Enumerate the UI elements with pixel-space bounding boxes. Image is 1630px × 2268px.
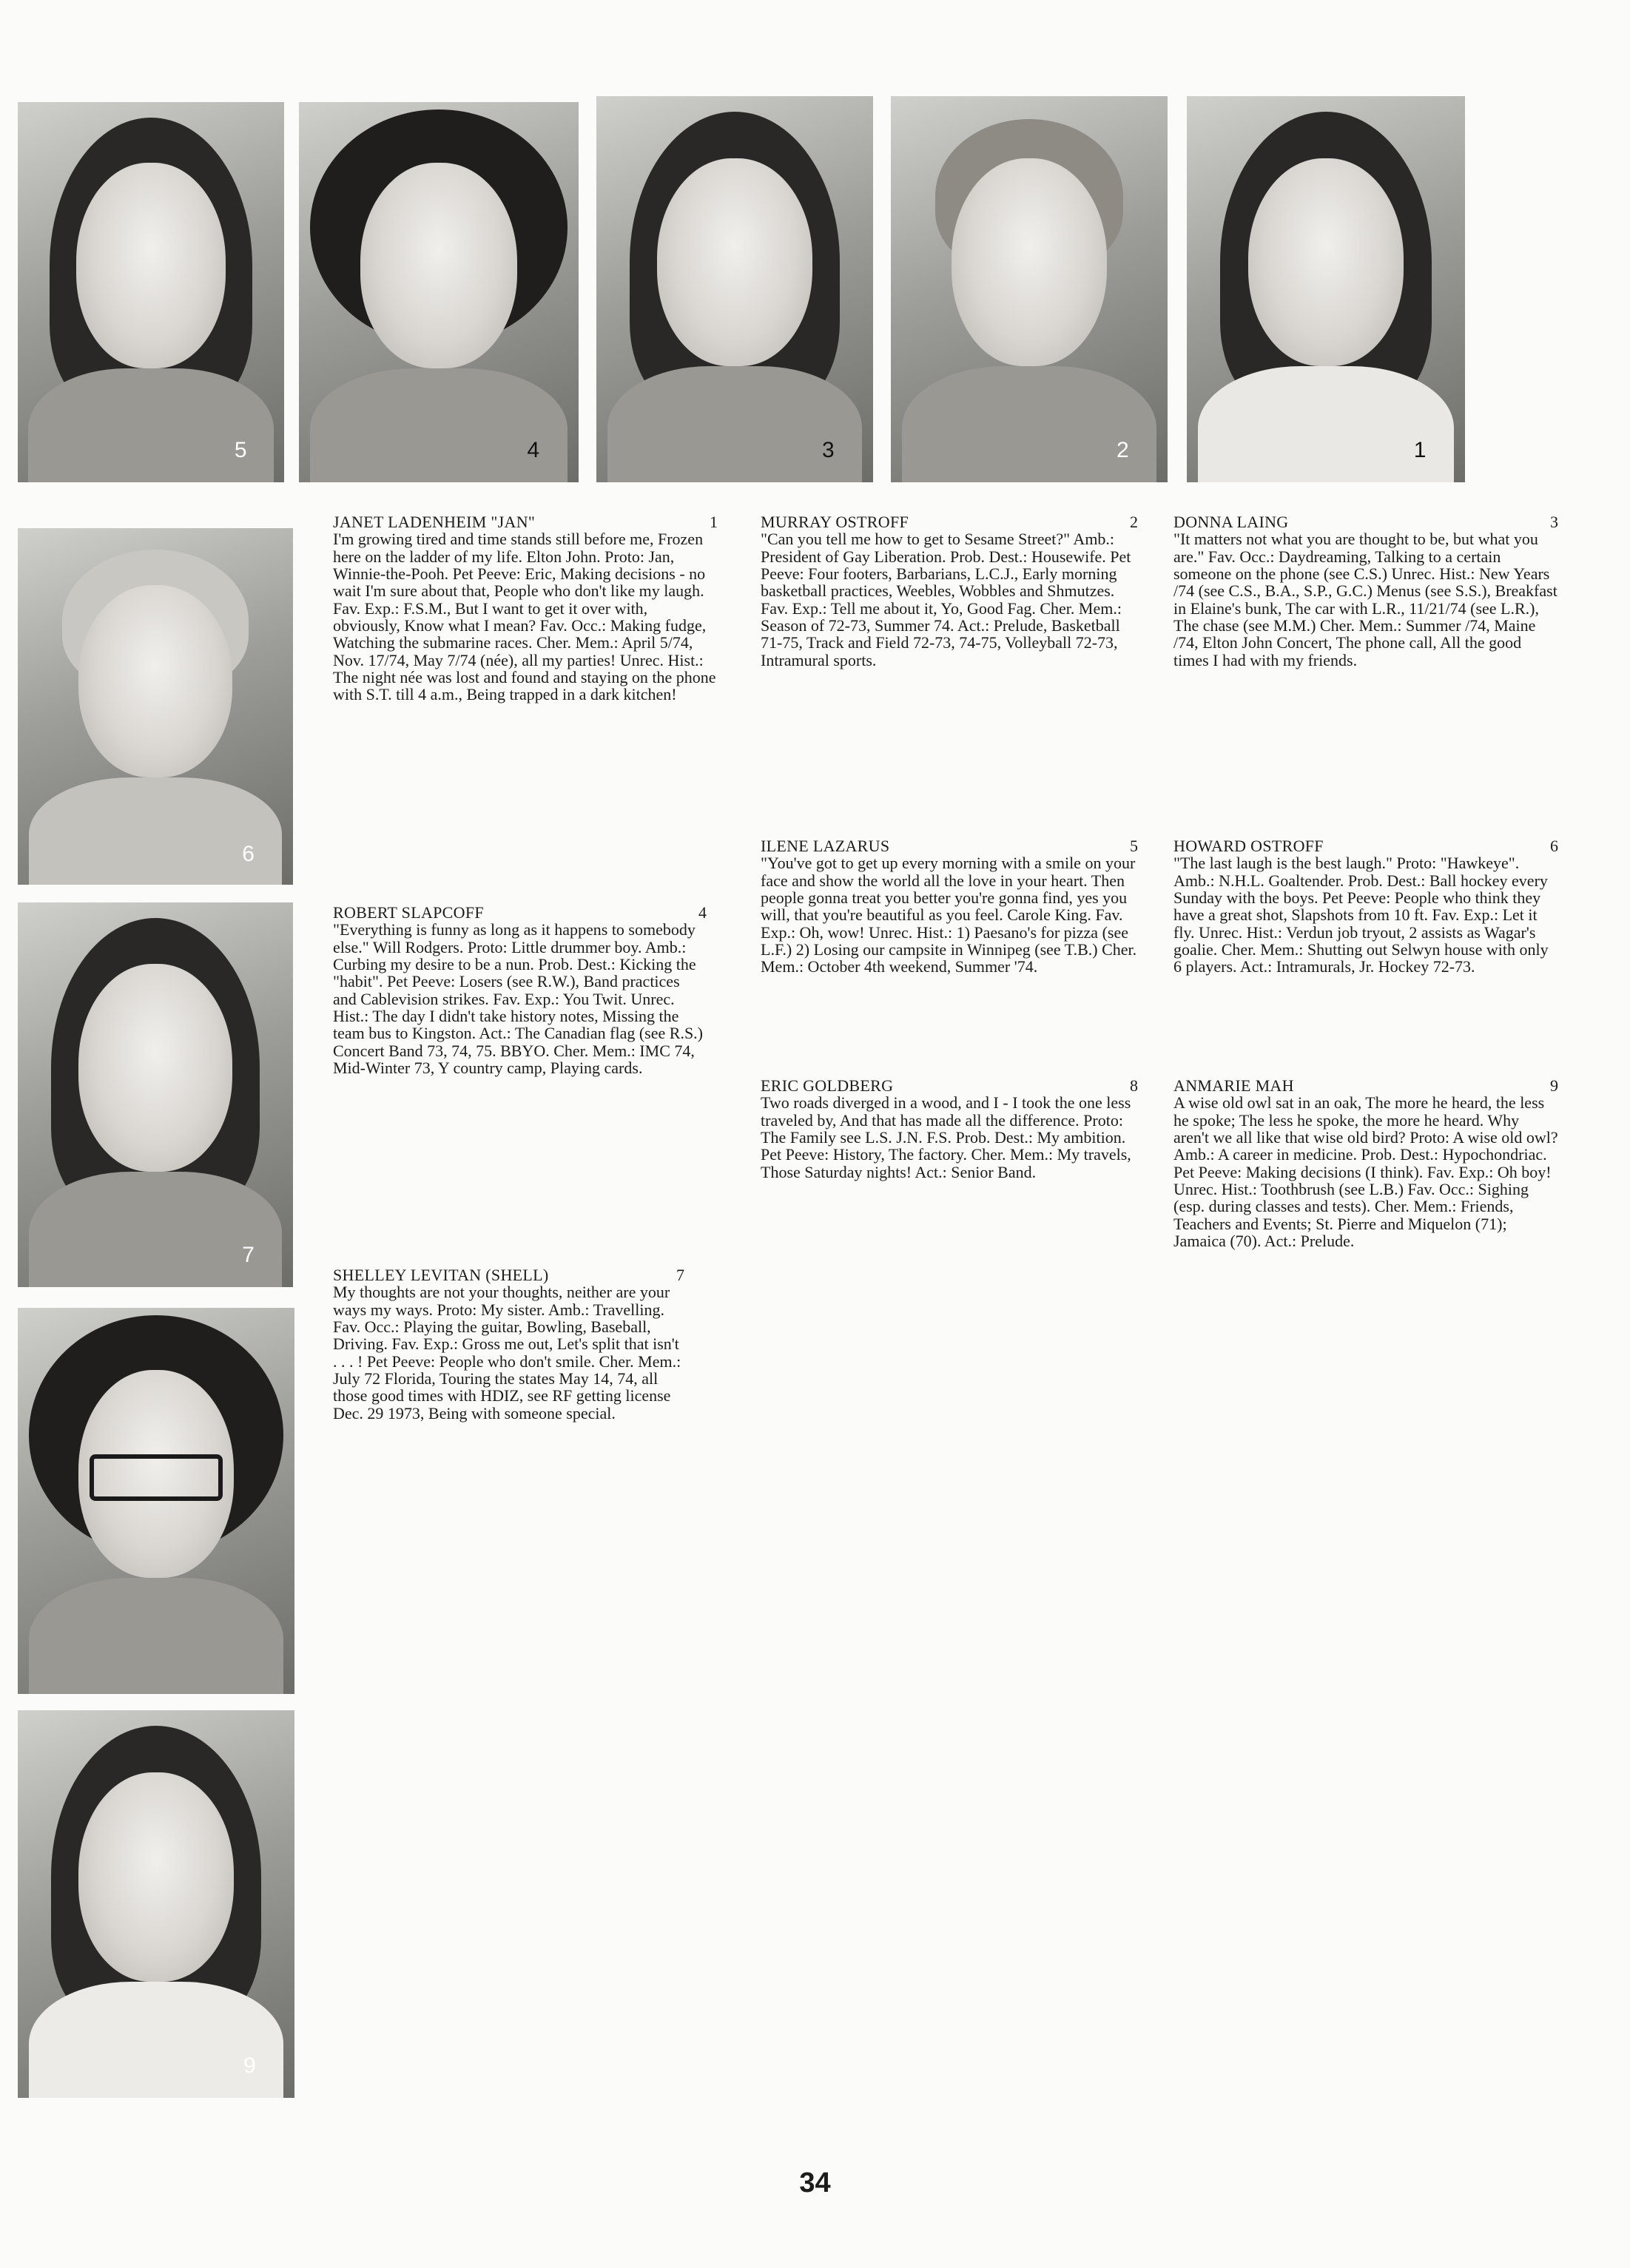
photo-number: 4: [527, 438, 540, 463]
student-name: ILENE LAZARUS: [761, 837, 890, 855]
student-name: SHELLEY LEVITAN (SHELL): [333, 1266, 549, 1284]
entry-donna-laing: [1173, 513, 1558, 669]
student-name: MURRAY OSTROFF: [761, 513, 909, 531]
portrait-photo-2: [891, 96, 1168, 482]
student-bio: "The last laugh is the best laugh." Proto: "Hawkeye". Amb.: N.H.L. Goaltender. Prob. Dest.: Ball hockey every Sunday with the boys. Pet Peeve: People who think they have a great shot, Slapshots from 10 ft. Fav. Exp.: Let it fly. Unrec. Hist.: Verdun job tryout, 2 assists as Wagar's goalie. Cher. Mem.: Shutting out Selwyn house with only 6 players. Act.: Intramurals, Jr. Hockey 72-73.: [1173, 854, 1549, 976]
portrait-photo-5: [18, 102, 284, 482]
portrait-shoulders: [29, 1578, 283, 1694]
portrait-photo-7: [18, 902, 293, 1287]
student-bio: "Everything is funny as long as it happens to somebody else." Will Rodgers. Proto: Little drummer boy. Amb.: Curbing my desire to be a nun. Prob. Dest.: Kicking the "habit". Pet Peeve: Losers (see R.W.), Band practices and Cablevision strikes. Fav. Exp.: You Twit. Unrec. Hist.: The day I didn't take history notes, Missing the team bus to Kingston. Act.: The Canadian flag (see R.S.) Concert Band 73, 74, 75. BBYO. Cher. Mem.: IMC 74, Mid-Winter 73, Y country camp, Playing cards.: [333, 920, 704, 1077]
student-bio: "It matters not what you are thought to be, but what you are." Fav. Occ.: Daydreaming, Talking to a certain someone on the phone (see C.S.) Unrec. Hist.: New Years /74 (see C.S., B.A., S.P., G.C.) Menus (see S.S.), Breakfast in Elaine's bunk, The car with L.R., 11/21/74 (see L.R.), The chase (see M.M.) Cher. Mem.: Summer /74, Maine /74, Elton John Concert, The phone call, All the good times I had with my friends.: [1173, 530, 1557, 669]
portrait-shoulders: [29, 1982, 283, 2098]
student-number: 6: [1550, 837, 1558, 855]
entry-janet-ladenheim: [333, 513, 718, 703]
entry-anmarie-mah: [1173, 1077, 1558, 1249]
entry-header: [333, 513, 718, 530]
student-number: 1: [710, 513, 718, 531]
entry-eric-goldberg: [761, 1077, 1138, 1181]
student-number: 9: [1550, 1076, 1558, 1095]
student-number: 4: [698, 903, 707, 922]
portrait-face: [78, 585, 232, 777]
student-bio: A wise old owl sat in an oak, The more he heard, the less he spoke; The less he spoke, the more he heard. Why aren't we all like that wise old bird? Proto: A wise old owl? Amb.: A career in medicine. Prob. Dest.: Hypochondriac. Pet Peeve: Making decisions (I think). Fav. Exp.: Oh boy! Unrec. Hist.: Toothbrush (see L.B.) Fav. Occ.: Sighing (esp. during classes and tests). Cher. Mem.: Friends, Teachers and Events; St. Pierre and Miquelon (71); Jamaica (70). Act.: Prelude.: [1173, 1093, 1558, 1250]
portrait-face: [78, 964, 232, 1172]
photo-number: 2: [1116, 437, 1129, 462]
page-number: 34: [799, 2167, 831, 2198]
portrait-face: [657, 158, 812, 367]
portrait-face: [360, 163, 517, 368]
portrait-face: [952, 158, 1106, 367]
entry-shelley-levitan: [333, 1266, 684, 1422]
portrait-shoulders: [902, 366, 1156, 482]
portrait-face: [78, 1772, 233, 1982]
student-name: ROBERT SLAPCOFF: [333, 903, 484, 922]
student-name: ERIC GOLDBERG: [761, 1076, 894, 1095]
entry-header: [761, 513, 1138, 530]
entry-murray-ostroff: [761, 513, 1138, 669]
student-bio: "You've got to get up every morning with a smile on your face and show the world all the love in your heart. Then people gonna treat you better you're gonna find, yes you will, that you're beautiful as you feel. Carole King. Fav. Exp.: Oh, wow! Unrec. Hist.: 1) Paesano's for pizza (see L.F.) 2) Losing our campsite in Winnipeg (see T.B.) Cher. Mem.: October 4th weekend, Summer '74.: [761, 854, 1137, 976]
portrait-photo-1: [1187, 96, 1465, 482]
student-bio: "Can you tell me how to get to Sesame Street?" Amb.: President of Gay Liberation. Prob. Dest.: Housewife. Pet Peeve: Four footers, Barbarians, L.C.J., Early morning basketball practices, Weebles, Wobbles and Shmutzes. Fav. Exp.: Tell me about it, Yo, Good Fag. Cher. Mem.: Season of 72-73, Summer 74. Act.: Prelude, Basketball 71-75, Track and Field 72-73, 74-75, Volleyball 72-73, Intramural sports.: [761, 530, 1131, 669]
entry-ilene-lazarus: [761, 837, 1138, 976]
photo-number: 1: [1413, 437, 1427, 462]
entry-header: [1173, 837, 1558, 854]
portrait-photo-6: [18, 528, 293, 885]
photo-number: 7: [242, 1243, 255, 1267]
student-name: HOWARD OSTROFF: [1173, 837, 1324, 855]
portrait-shoulders: [310, 368, 568, 482]
entry-header: [333, 904, 707, 921]
student-number: 3: [1550, 513, 1558, 531]
photo-number: 3: [821, 437, 835, 462]
entry-header: [761, 837, 1138, 854]
student-bio: My thoughts are not your thoughts, neither are your ways my ways. Proto: My sister. Amb.: Travelling. Fav. Occ.: Playing the guitar, Bowling, Baseball, Driving. Fav. Exp.: Gross me out, Let's split that isn't . . . ! Pet Peeve: People who don't smile. Cher. Mem.: July 72 Florida, Touring the states May 14, 74, all those good times with HDIZ, see RF getting license Dec. 29 1973, Being with someone special.: [333, 1283, 681, 1422]
portrait-photo-4: [299, 102, 579, 482]
photo-number: 6: [242, 841, 255, 866]
student-number: 5: [1130, 837, 1138, 855]
portrait-face: [1248, 158, 1404, 367]
entry-header: [1173, 513, 1558, 530]
entry-header: [1173, 1077, 1558, 1094]
entry-header: [761, 1077, 1138, 1094]
portrait-shoulders: [29, 777, 282, 885]
portrait-photo-8: [18, 1308, 294, 1694]
student-number: 7: [676, 1266, 684, 1284]
student-name: DONNA LAING: [1173, 513, 1289, 531]
student-name: ANMARIE MAH: [1173, 1076, 1294, 1095]
photo-number: 9: [243, 2053, 256, 2078]
student-bio: I'm growing tired and time stands still before me, Frozen here on the ladder of my life. Elton John. Proto: Jan, Winnie-the-Pooh. Pet Peeve: Eric, Making decisions - no wait I'm sure about that, People who don't like my laugh. Fav. Exp.: F.S.M., But I want to get it over with, obviously, Know what I mean? Fav. Occ.: Making fudge, Watching the submarine races. Cher. Mem.: April 5/74, Nov. 17/74, May 7/74 (née), all my parties! Unrec. Hist.: The night née was lost and found and staying on the phone with S.T. till 4 a.m., Being trapped in a dark kitchen!: [333, 530, 716, 704]
portrait-shoulders: [28, 368, 273, 482]
portrait-shoulders: [1198, 366, 1454, 482]
portrait-photo-3: [596, 96, 873, 482]
portrait-shoulders: [607, 366, 862, 482]
student-name: JANET LADENHEIM "JAN": [333, 513, 536, 531]
portrait-photo-9: [18, 1710, 294, 2098]
student-number: 8: [1130, 1076, 1138, 1095]
entry-header: [333, 1266, 684, 1283]
student-number: 2: [1130, 513, 1138, 531]
glasses-shape: [90, 1454, 223, 1501]
student-bio: Two roads diverged in a wood, and I - I took the one less traveled by, And that has made all the difference. Proto: The Family see L.S. J.N. F.S. Prob. Dest.: My ambition. Pet Peeve: History, The factory. Cher. Mem.: My travels, Those Saturday nights! Act.: Senior Band.: [761, 1093, 1131, 1181]
photo-number: 5: [234, 438, 247, 463]
entry-robert-slapcoff: [333, 904, 707, 1076]
portrait-shoulders: [29, 1172, 282, 1287]
entry-howard-ostroff: [1173, 837, 1558, 976]
portrait-face: [76, 163, 226, 368]
